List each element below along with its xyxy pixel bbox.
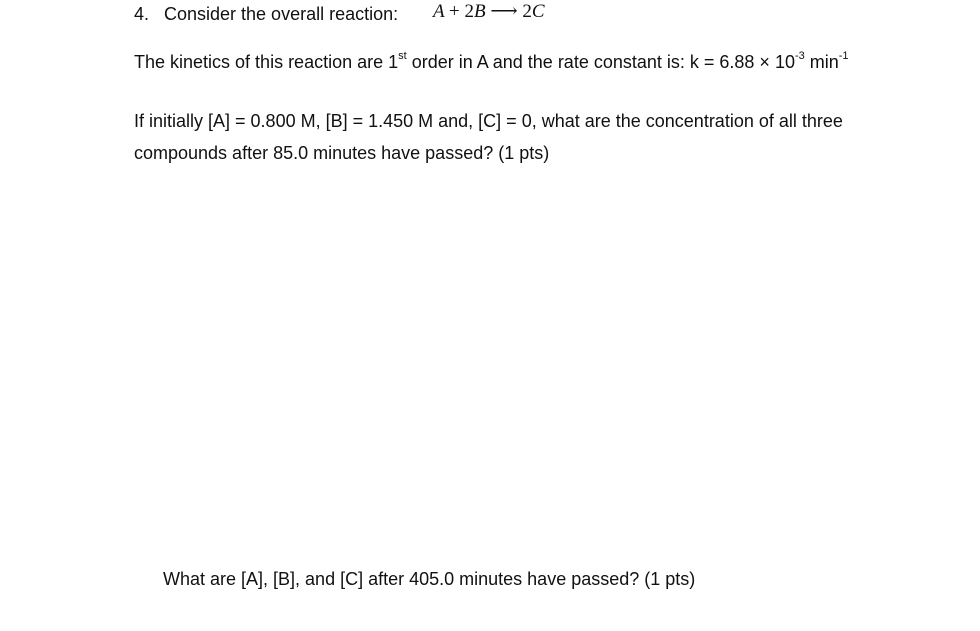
reaction-arrow: ⟶ [490,1,518,22]
kinetics-statement [134,51,849,73]
question-intro: Consider the overall reaction: [164,4,399,24]
kinetics-middle: order in A and the rate constant is: k = 6.88 × 10 [406,52,795,72]
part-2-question: What are [A], [B], and [C] after 405.0 minutes have passed? (1 pts) [163,569,696,589]
part-1-line-1: If initially [A] = 0.800 M, [B] = 1.450 M and, [C] = 0, what are the concentration of all three [134,111,843,131]
order-suffix: st [398,50,407,62]
product-c: C [531,1,545,22]
kinetics-prefix: The kinetics of this reaction are 1 [134,52,399,72]
coefficient-c: 2 [522,1,532,22]
rate-exponent: -3 [794,50,805,62]
part-1-line-2: compounds after 85.0 minutes have passed? (1 pts) [134,143,550,163]
reactant-b: B [473,1,486,22]
reaction-equation [433,1,545,23]
coefficient-b: 2 [464,1,474,22]
question-number: 4. [134,4,150,24]
unit-exponent: -1 [838,50,849,62]
plus-sign: + [449,1,460,22]
reactant-a: A [433,1,445,22]
rate-unit: min [804,52,839,72]
